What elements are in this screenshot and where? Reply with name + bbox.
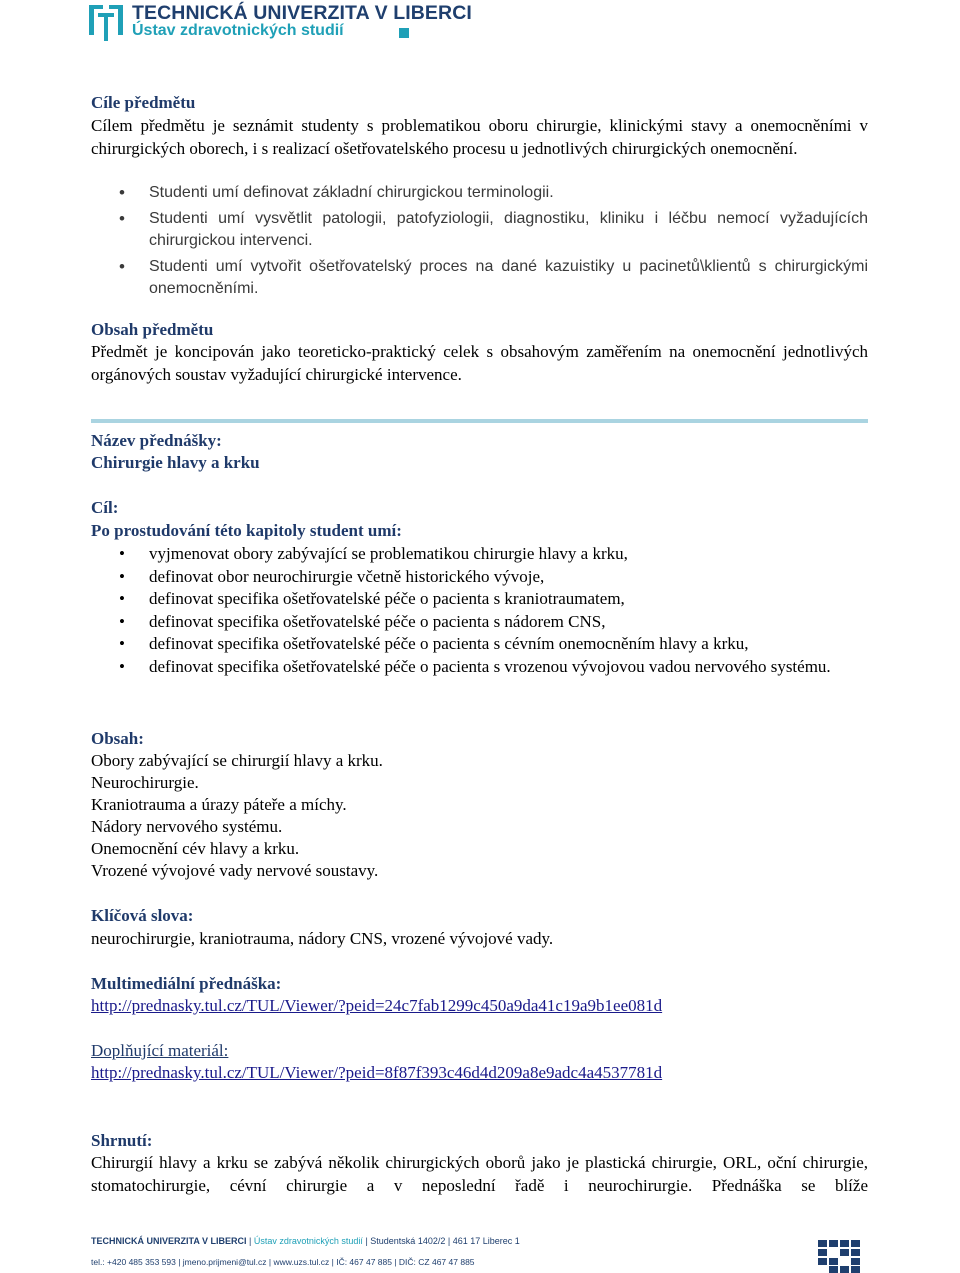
footer-institute: Ústav zdravotnických studií (253, 1236, 363, 1246)
goals-heading: Cíle předmětu (91, 93, 196, 112)
multimedia-link-row (91, 995, 868, 1018)
footer-address: TECHNICKÁ UNIVERZITA V LIBERCI | Ústav zdravotnických studií | Studentská 1402/2 | 461 17 Liberec 1 (91, 1236, 520, 1246)
goals-item: • Studenti umí definovat základní chirurgickou terminologii. (91, 182, 868, 205)
multimedia-label: Multimediální přednáška: (91, 974, 282, 993)
aim-intro: Po prostudování této kapitoly student umí: (91, 521, 402, 540)
footer-web: www.uzs.tul.cz (273, 1257, 330, 1267)
brand-square-icon (399, 28, 409, 38)
supplement-label: Doplňující materiál: (91, 1041, 229, 1060)
summary-label: Shrnutí: (91, 1131, 153, 1150)
goals-item: • Studenti umí vytvořit ošetřovatelský proces na dané kazuistiky u pacinetů\klientů s chirurgickými onemocněními. (91, 256, 868, 301)
lecture-title-label: Název přednášky: (91, 431, 222, 450)
lecture-title: Chirurgie hlavy a krku (91, 453, 260, 472)
aim-item: • vyjmenovat obory zabývající se problematikou chirurgie hlavy a krku, (91, 543, 868, 566)
footer-grid-logo-icon (818, 1240, 860, 1273)
footer-city: 461 17 Liberec 1 (452, 1236, 520, 1246)
outline-item: Kraniotrauma a úrazy páteře a míchy. (91, 795, 347, 814)
keywords-label: Klíčová slova: (91, 906, 194, 925)
footer-university: TECHNICKÁ UNIVERZITA V LIBERCI (91, 1236, 247, 1246)
aim-list (91, 543, 868, 678)
supplement-label-row (91, 1040, 868, 1063)
outline-item: Vrozené vývojové vady nervové soustavy. (91, 861, 379, 880)
footer-ic: IČ: 467 47 885 (336, 1257, 392, 1267)
outline-label: Obsah: (91, 729, 144, 748)
footer-street: Studentská 1402/2 (370, 1236, 446, 1246)
goals-intro: Cílem předmětu je seznámit studenty s problematikou oboru chirurgie, klinickými stavy a onemocněními v chirurgických oborech, i s realizací ošetřovatelského procesu u jednotlivých chirurgických onemocnění. (91, 116, 868, 158)
footer-contacts: tel.: +420 485 353 593 | jmeno.prijmeni@tul.cz | www.uzs.tul.cz | IČ: 467 47 885 | DIČ: CZ 467 47 885 (91, 1257, 475, 1267)
aim-item: • definovat specifika ošetřovatelské péče o pacienta s vrozenou vývojovou vadou nervového systému. (91, 656, 868, 679)
footer-phone: tel.: +420 485 353 593 (91, 1257, 176, 1267)
outline-item: Obory zabývající se chirurgií hlavy a krku. (91, 751, 383, 770)
aim-item: • definovat specifika ošetřovatelské péče o pacienta s kraniotraumatem, (91, 588, 868, 611)
aim-label: Cíl: (91, 498, 119, 517)
summary-text: Chirurgií hlavy a krku se zabývá několik chirurgických oborů jako je plastická chirurgie, ORL, oční chirurgie, stomatochirurgie, cévní chirurgie a v neposlední řadě i neurochirurgie. Přednáška se blíže (91, 1153, 868, 1195)
footer-dic: DIČ: CZ 467 47 885 (398, 1257, 475, 1267)
aim-item: • definovat obor neurochirurgie včetně historického vývoje, (91, 566, 868, 589)
university-name: TECHNICKÁ UNIVERZITA V LIBERCI (132, 2, 472, 24)
outline-item: Neurochirurgie. (91, 773, 199, 792)
content-text: Předmět je koncipován jako teoreticko-praktický celek s obsahovým zaměřením na onemocnění jednotlivých orgánových soustav vyžadující chirurgické intervence. (91, 342, 868, 384)
supplement-link-row (91, 1062, 868, 1085)
goals-item: • Studenti umí vysvětlit patologii, patofyziologii, diagnostiku, kliniku i léčbu nemocí vyžadujících chirurgickou intervenci. (91, 208, 868, 253)
supplement-link[interactable]: http://prednasky.tul.cz/TUL/Viewer/?peid=8f87f393c46d4d209a8e9adc4a4537781d (91, 1063, 663, 1082)
institute-name: Ústav zdravotnických studií (132, 22, 344, 39)
outline-item: Nádory nervového systému. (91, 817, 283, 836)
aim-item: • definovat specifika ošetřovatelské péče o pacienta s nádorem CNS, (91, 611, 868, 634)
section-divider (91, 419, 868, 423)
multimedia-link[interactable]: http://prednasky.tul.cz/TUL/Viewer/?peid=24c7fab1299c450a9da41c19a9b1ee081d (91, 996, 663, 1015)
aim-item: • definovat specifika ošetřovatelské péče o pacienta s cévním onemocněním hlavy a krku, (91, 633, 868, 656)
university-logo-icon (89, 3, 123, 41)
footer-email: jmeno.prijmeni@tul.cz (182, 1257, 267, 1267)
content-heading: Obsah předmětu (91, 320, 214, 339)
outline-item: Onemocnění cév hlavy a krku. (91, 839, 300, 858)
goals-list (91, 182, 868, 301)
keywords-text: neurochirurgie, kraniotrauma, nádory CNS, vrozené vývojové vady. (91, 929, 554, 948)
